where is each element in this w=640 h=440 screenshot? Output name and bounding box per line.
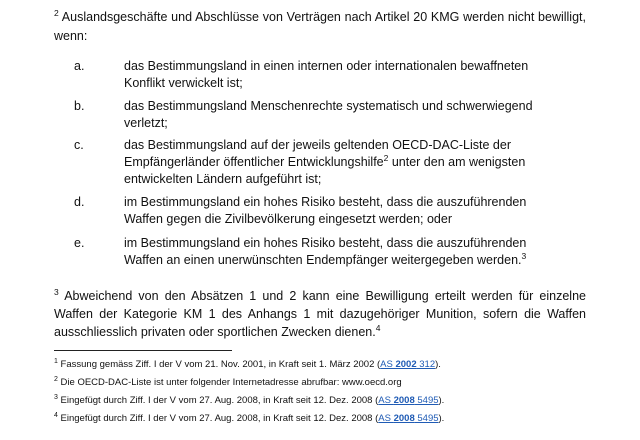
link-page: 5495	[414, 413, 439, 424]
footnote-text: Eingefügt durch Ziff. I der V vom 27. Aug. 2008, in Kraft seit 12. Dez. 2008 (	[60, 413, 379, 424]
footnote-number: 3	[54, 394, 58, 401]
footnote-4	[54, 413, 444, 425]
paragraph-number: 2	[54, 8, 59, 18]
paragraph-2-text: Auslandsgeschäfte und Abschlüsse von Verträgen nach Artikel 20 KMG werden nicht bewilligt, wenn:	[54, 10, 586, 43]
link-prefix: AS	[380, 359, 396, 370]
footnote-text: Fassung gemäss Ziff. I der V vom 21. Nov. 2001, in Kraft seit 1. März 2002 (	[60, 359, 381, 370]
footnote-text-end: ).	[435, 359, 441, 370]
footnote-2	[54, 377, 402, 389]
footnote-1	[54, 359, 441, 371]
list-letter: a.	[74, 59, 85, 73]
footnote-ref[interactable]: 2	[383, 153, 389, 163]
list-item-text: das Bestimmungsland in einen internen oder internationalen bewaffneten Konflikt verwickelt ist;	[124, 59, 529, 90]
link-year: 2002	[395, 359, 417, 370]
as-reference-link[interactable]	[378, 395, 438, 406]
list-item-text-part: das Bestimmungsland auf der jeweils geltenden OECD-DAC-Liste der Empfängerländer öffentlicher Entwicklungshilfe	[124, 138, 511, 169]
paragraph-2	[54, 8, 586, 46]
paragraph-3	[54, 287, 586, 341]
footnote-number: 2	[54, 376, 58, 383]
list-item-text-part: im Bestimmungsland ein hohes Risiko besteht, dass die auszuführenden Waffen an einen unerwünschten Endempfänger weitergegeben werden.	[124, 236, 527, 267]
link-prefix: AS	[378, 413, 394, 424]
paragraph-3-text: Abweichend von den Absätzen 1 und 2 kann eine Bewilligung erteilt werden für einzelne Waffen der Kategorie KM 1 des Anhangs 1 mit dazugehöriger Munition, sofern die Waffen ausschliesslich privaten oder sportlichen Zwecken dienen.	[54, 289, 586, 339]
list-item-text: im Bestimmungsland ein hohes Risiko besteht, dass die auszuführenden Waffen gegen die Zivilbevölkerung eingesetzt werden; oder	[124, 195, 527, 226]
paragraph-number: 3	[54, 287, 59, 297]
footnote-text-end: ).	[438, 413, 445, 424]
list-letter: c.	[74, 138, 84, 152]
list-letter: b.	[74, 99, 85, 113]
list-item-text	[124, 137, 554, 188]
link-page: 5495	[414, 395, 439, 406]
footnote-number: 4	[54, 412, 58, 419]
footnote-ref[interactable]: 4	[375, 323, 381, 333]
footnote-text-end: ).	[438, 395, 445, 406]
footnote-number: 1	[54, 358, 58, 365]
list-item-text: das Bestimmungsland Menschenrechte systematisch und schwerwiegend verletzt;	[124, 99, 533, 130]
as-reference-link[interactable]	[380, 359, 435, 370]
link-year: 2008	[393, 413, 415, 424]
link-page: 312	[416, 359, 436, 370]
footnote-text: Die OECD-DAC-Liste ist unter folgender Internetadresse abrufbar: www.oecd.org	[60, 377, 402, 388]
footnote-text: Eingefügt durch Ziff. I der V vom 27. Aug. 2008, in Kraft seit 12. Dez. 2008 (	[60, 395, 379, 406]
footnote-3	[54, 395, 444, 407]
footnote-ref[interactable]: 3	[521, 251, 527, 261]
as-reference-link[interactable]	[378, 413, 438, 424]
footnote-divider	[54, 350, 232, 351]
link-year: 2008	[393, 395, 415, 406]
list-item-text-part: unter den am wenigsten entwickelten Ländern aufgeführt ist;	[124, 155, 526, 186]
link-prefix: AS	[378, 395, 394, 406]
list-item-text	[124, 235, 554, 269]
list-letter: e.	[74, 236, 85, 250]
list-letter: d.	[74, 195, 85, 209]
